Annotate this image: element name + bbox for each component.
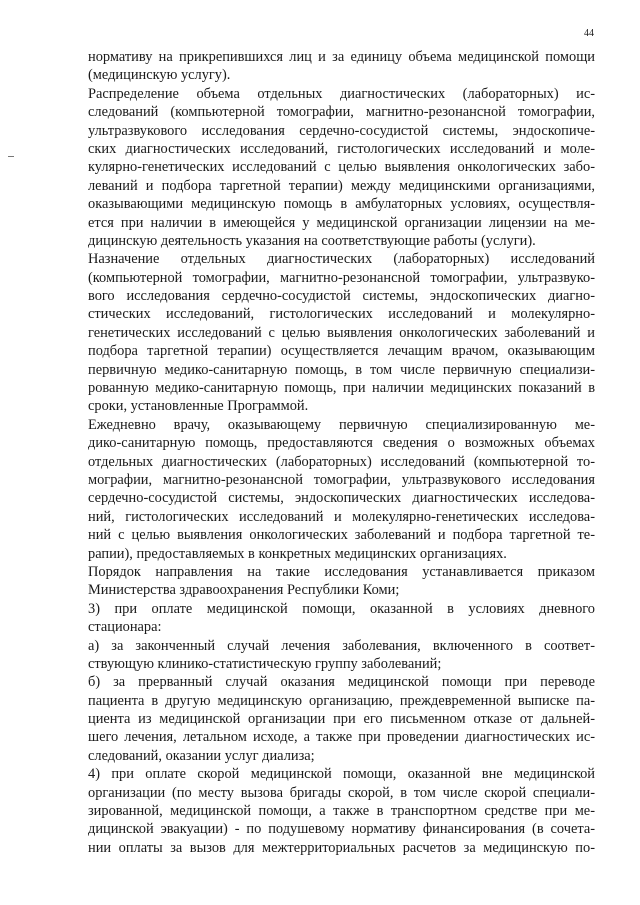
text-line: сердечно-сосудистой системы, эндоскопических диагностических исследова- — [88, 490, 595, 507]
paragraph — [88, 673, 595, 765]
text-line: нормативу на прикрепившихся лиц и за единицу объема медицинской помощи — [88, 49, 595, 65]
text-line: стационара: — [88, 619, 162, 636]
paragraph — [88, 637, 595, 674]
text-line: мографии, магнитно-резонансной томографии, ультразвукового исследования — [88, 471, 595, 488]
paragraph — [88, 765, 595, 857]
text-line: нии оплаты за вызов для межтерриториальных расчетов за медицинскую по- — [88, 839, 595, 856]
paragraph — [88, 48, 595, 85]
text-line: первичную медико-санитарную помощь, в том числе первичную специализи- — [88, 361, 595, 378]
text-line: следований, оказании услуг диализа; — [88, 747, 315, 764]
text-line: шего лечения, летальном исходе, а также при проведении диагностических ис- — [88, 729, 595, 746]
text-line: ультразвукового исследования сердечно-сосудистой системы, эндоскопиче- — [88, 122, 595, 139]
text-line: пациента в другую медицинскую организацию, преждевременной выписке па- — [88, 692, 595, 709]
text-line: сроки, установленные Программой. — [88, 398, 309, 415]
text-line: стических исследований, гистологических исследований и молекулярно- — [88, 306, 595, 323]
text-line: вого исследования сердечно-сосудистой системы, эндоскопических диагно- — [88, 288, 595, 305]
text-line: организации (по месту вызова бригады скорой, в том числе скорой специали- — [88, 784, 595, 801]
text-line: Министерства здравоохранения Республики Коми; — [88, 582, 400, 599]
text-line: Ежедневно врачу, оказывающему первичную специализированную ме- — [88, 416, 595, 433]
paragraph — [88, 600, 595, 637]
text-line: ется при наличии в имеющейся у медицинской организации лицензии на ме- — [88, 214, 595, 231]
text-line: б) за прерванный случай оказания медицинской помощи при переводе — [88, 674, 595, 691]
text-line: ний с целью выявления онкологических заболеваний и подбора таргетной те- — [88, 527, 595, 544]
text-line: леваний и подбора таргетной терапии) между медицинскими организациями, — [88, 177, 595, 194]
text-line: оказывающими медицинскую помощь в амбулаторных условиях, осуществля- — [88, 196, 595, 213]
text-line: ствующую клинико-статистическую группу заболеваний; — [88, 655, 442, 672]
text-line: рапии), предоставляемых в конкретных медицинских организациях. — [88, 545, 507, 562]
text-line: а) за законченный случай лечения заболевания, включенного в соответ- — [88, 637, 595, 654]
text-line: зированной, медицинской помощи, а также в транспортном средстве при ме- — [88, 803, 595, 820]
margin-mark — [8, 156, 14, 157]
text-line: дицинскую деятельность указания на соответствующие работы (услуги). — [88, 232, 536, 249]
paragraph — [88, 250, 595, 416]
text-line: следований (компьютерной томографии, магнитно-резонансной томографии, — [88, 104, 595, 121]
text-line: 4) при оплате скорой медицинской помощи, оказанной вне медицинской — [88, 766, 595, 783]
document-body — [88, 48, 595, 857]
text-line: подбора таргетной терапии) осуществляется лечащим врачом, оказывающим — [88, 343, 595, 360]
paragraph — [88, 563, 595, 600]
text-line: ских диагностических исследований, гистологических исследований и моле- — [88, 140, 595, 157]
text-line: 3) при оплате медицинской помощи, оказанной в условиях дневного — [88, 600, 595, 617]
text-line: Распределение объема отдельных диагностических (лабораторных) ис- — [88, 85, 595, 102]
text-line: Порядок направления на такие исследования устанавливается приказом — [88, 563, 595, 580]
paragraph — [88, 85, 595, 251]
page-number: 44 — [584, 28, 594, 39]
text-line: кулярно-генетических исследований с целью выявления онкологических забо- — [88, 159, 595, 176]
text-line: Назначение отдельных диагностических (лабораторных) исследований — [88, 251, 595, 268]
text-line: рованную медико-санитарную помощь, при наличии медицинских показаний в — [88, 380, 595, 397]
text-line: генетических исследований с целью выявления онкологических заболеваний и — [88, 324, 595, 341]
text-line: дико-санитарную помощь, предоставляются сведения о возможных объемах — [88, 435, 595, 452]
text-line: (компьютерной томографии, магнитно-резонансной томографии, ультразвуко- — [88, 269, 595, 286]
text-line: ний, гистологических исследований и молекулярно-генетических исследова- — [88, 508, 595, 525]
text-line: (медицинскую услугу). — [88, 67, 231, 84]
text-line: циента из медицинской организации при его письменном отказе от дальней- — [88, 711, 595, 728]
text-line: дицинской эвакуации) - по подушевому нормативу финансирования (в сочета- — [88, 821, 595, 838]
paragraph — [88, 416, 595, 563]
text-line: отдельных диагностических (лабораторных) исследований (компьютерной то- — [88, 453, 595, 470]
